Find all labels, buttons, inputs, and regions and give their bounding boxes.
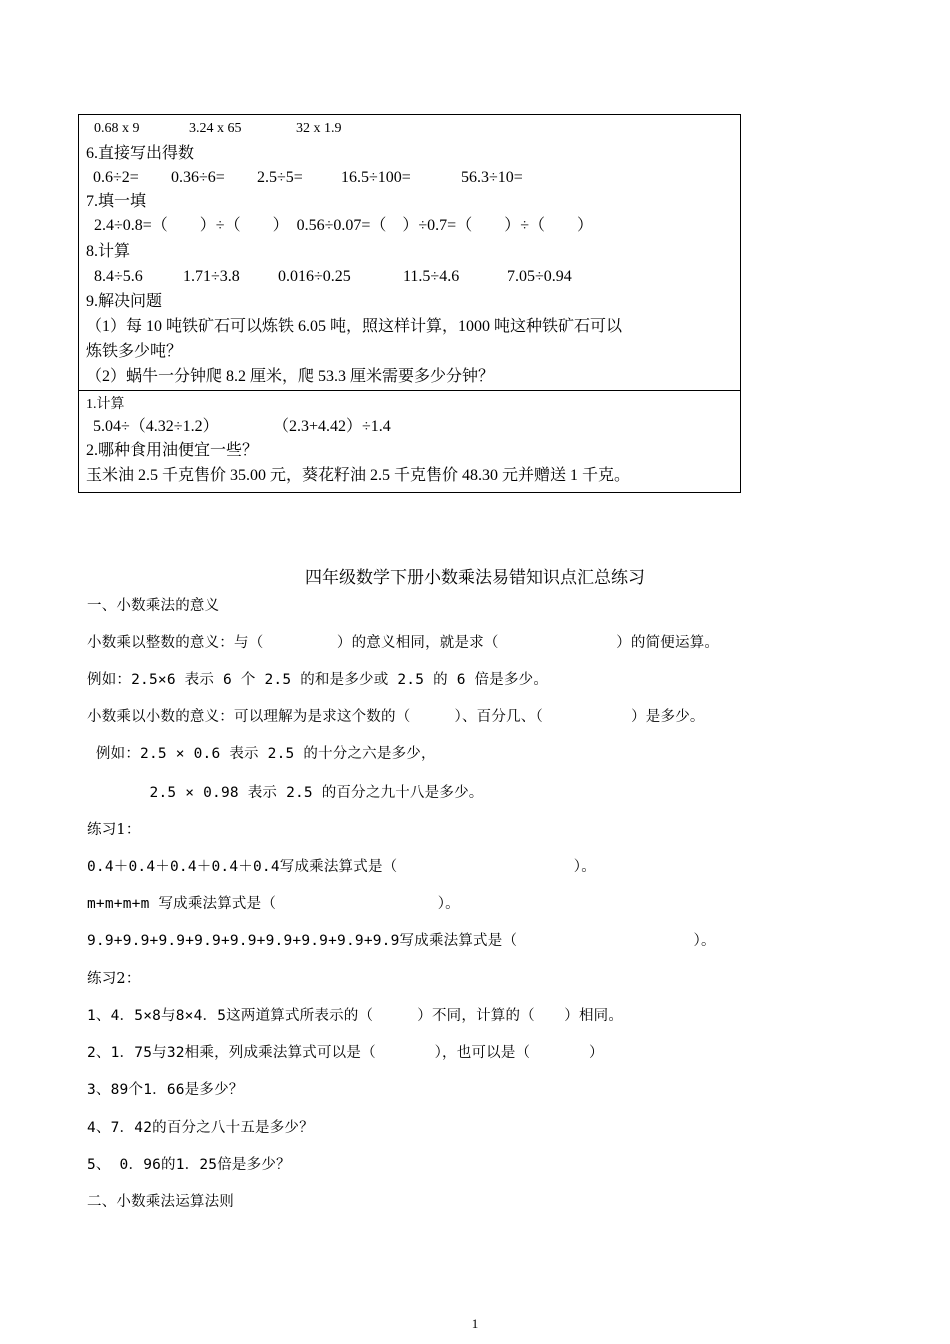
text-line: 0.4＋0.4＋0.4＋0.4＋0.4写成乘法算式是（ ）。 bbox=[87, 859, 596, 875]
section-heading: 二、小数乘法运算法则 bbox=[87, 1194, 234, 1210]
text-line: 例如：2.5×6 表示 6 个 2.5 的和是多少或 2.5 的 6 倍是多少。 bbox=[87, 672, 549, 688]
calc-item: 3.24 x 65 bbox=[189, 121, 242, 136]
practice-heading: 练习2： bbox=[87, 971, 141, 987]
question-7-title: 7.填一填 bbox=[86, 193, 147, 210]
text-line: 小数乘以整数的意义：与（ ）的意义相同，就是求（ ）的简便运算。 bbox=[87, 635, 720, 651]
page-number: 1 bbox=[471, 1316, 479, 1331]
exercise-box-1 bbox=[78, 114, 741, 391]
calc-item: 32 x 1.9 bbox=[296, 121, 342, 136]
text-line: 例如：2.5 × 0.6 表示 2.5 的十分之六是多少， bbox=[87, 746, 436, 762]
question-9-part-2: （2）蜗牛一分钟爬 8.2 厘米，爬 53.3 厘米需要多少分钟？ bbox=[86, 368, 495, 385]
calc-item: （2.3+4.42）÷1.4 bbox=[273, 418, 391, 435]
text-line: 1、4．5×8与8×4．5这两道算式所表示的（ ）不同，计算的（ ）相同。 bbox=[87, 1008, 624, 1024]
calc-item: 0.6÷2= bbox=[93, 169, 139, 186]
calc-item: 0.016÷0.25 bbox=[278, 268, 351, 285]
text-line: 2.5 × 0.98 表示 2.5 的百分之九十八是多少。 bbox=[87, 785, 484, 801]
question-2-text: 玉米油 2.5 千克售价 35.00 元，葵花籽油 2.5 千克售价 48.30 元并赠送 1 千克。 bbox=[86, 467, 631, 484]
text-line: 3、89个1．66是多少？ bbox=[87, 1082, 244, 1098]
exercise-box-2 bbox=[78, 390, 741, 493]
question-9-title: 9.解决问题 bbox=[86, 293, 163, 310]
section-heading: 一、小数乘法的意义 bbox=[87, 598, 220, 614]
text-line: 小数乘以小数的意义：可以理解为是求这个数的（ ）、百分几、（ ）是多少。 bbox=[87, 709, 705, 725]
practice-heading: 练习1： bbox=[87, 822, 141, 838]
calc-item: 7.05÷0.94 bbox=[507, 268, 572, 285]
calc-item: 0.68 x 9 bbox=[94, 121, 140, 136]
calc-item: 16.5÷100= bbox=[341, 169, 411, 186]
question-6-title: 6.直接写出得数 bbox=[86, 145, 195, 162]
calc-item: 11.5÷4.6 bbox=[403, 268, 460, 285]
calc-item: 1.71÷3.8 bbox=[183, 268, 240, 285]
text-line: 5、 0．96的1．25倍是多少？ bbox=[87, 1157, 291, 1173]
calc-item: 0.36÷6= bbox=[171, 169, 225, 186]
text-line: 9.9+9.9+9.9+9.9+9.9+9.9+9.9+9.9+9.9写成乘法算式是（ ）。 bbox=[87, 933, 716, 949]
question-1-title: 1.计算 bbox=[86, 397, 125, 412]
calc-item: 5.04÷（4.32÷1.2） bbox=[93, 418, 219, 435]
worksheet-title: 四年级数学下册小数乘法易错知识点汇总练习 bbox=[305, 568, 645, 587]
calc-item: 2.5÷5= bbox=[257, 169, 303, 186]
calc-item: 8.4÷5.6 bbox=[94, 268, 143, 285]
calc-item: 56.3÷10= bbox=[461, 169, 523, 186]
question-8-title: 8.计算 bbox=[86, 243, 131, 260]
question-9-part-1: （1）每 10 吨铁矿石可以炼铁 6.05 吨，照这样计算，1000 吨这种铁矿石可以 bbox=[86, 318, 623, 335]
question-2-title: 2.哪种食用油便宜一些？ bbox=[86, 442, 259, 459]
text-line: 2、1．75与32相乘，列成乘法算式可以是（ ），也可以是（ ） bbox=[87, 1045, 604, 1061]
text-line: 4、7．42的百分之八十五是多少？ bbox=[87, 1120, 314, 1136]
question-7-line: 2.4÷0.8=（ ）÷（ ） 0.56÷0.07=（ ）÷0.7=（ ）÷（ ） bbox=[94, 217, 593, 234]
question-9-part-1-cont: 炼铁多少吨？ bbox=[86, 343, 183, 360]
text-line: m+m+m+m 写成乘法算式是（ ）。 bbox=[87, 896, 460, 912]
